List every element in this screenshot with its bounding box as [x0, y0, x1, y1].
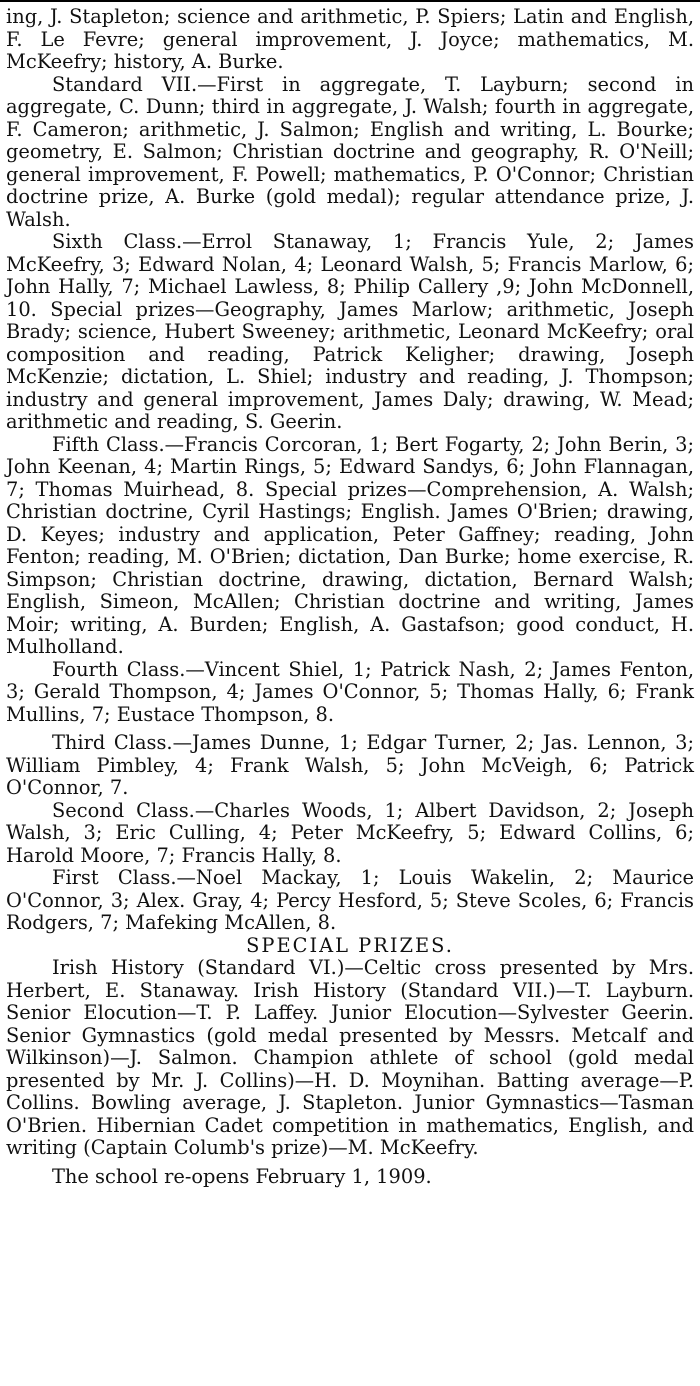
paragraph-fourth-class: Fourth Class.—Vincent Shiel, 1; Patrick Nash, 2; James Fenton, 3; Gerald Thompson, 4; James O'Connor, 5; Thomas Hally, 6; Frank Mullins, 7; Eustace Thompson, 8.	[6, 657, 694, 726]
paragraph-special-prizes: Irish History (Standard VI.)—Celtic cross presented by Mrs. Herbert, E. Stanaway. Irish History (Standard VII.)—T. Layburn. Senior Elocution—T. P. Laffey. Junior Elocution—Sylvester Geerin. Senior Gymnastics (gold medal presented by Messrs. Metcalf and Wilkinson)—J. Salmon. Champion athlete of school (gold medal presented by Mr. J. Collins)—H. D. Moynihan. Batting average—P. Collins. Bowling average, J. Stapleton. Junior Gymnastics—Tasman O'Brien. Hibernian Cadet competition in mathematics, English, and writing (Captain Columb's prize)—M. McKeefry.	[6, 956, 694, 1159]
paragraph-sixth-class: Sixth Class.—Errol Stanaway, 1; Francis Yule, 2; James McKeefry, 3; Edward Nolan, 4; Leonard Walsh, 5; Francis Marlow, 6; John Hally, 7; Michael Lawless, 8; Philip Callery ,9; John McDonnell, 10. Special prizes—Geography, James Marlow; arithmetic, Joseph Brady; science, Hubert Sweeney; arithmetic, Leonard McKeefry; oral composition and reading, Patrick Keligher; drawing, Joseph McKenzie; dictation, L. Shiel; industry and reading, J. Thompson; industry and general improvement, James Daly; drawing, W. Mead; arithmetic and reading, S. Geerin.	[6, 230, 694, 433]
article-column	[6, 6, 694, 1188]
top-rule	[0, 0, 700, 2]
paragraph-second-class: Second Class.—Charles Woods, 1; Albert Davidson, 2; Joseph Walsh, 3; Eric Culling, 4; Peter McKeefry, 5; Edward Collins, 6; Harold Moore, 7; Francis Hally, 8.	[6, 798, 694, 867]
paragraph-first-class: First Class.—Noel Mackay, 1; Louis Wakelin, 2; Maurice O'Connor, 3; Alex. Gray, 4; Percy Hesford, 5; Steve Scoles, 6; Francis Rodgers, 7; Mafeking McAllen, 8.	[6, 866, 694, 934]
paragraph-continuation: ing, J. Stapleton; science and arithmetic, P. Spiers; Latin and English, F. Le Fevre; general improvement, J. Joyce; mathematics, M. McKeefry; history, A. Burke.	[6, 5, 694, 73]
paragraph-standard-vii: Standard VII.—First in aggregate, T. Layburn; second in aggregate, C. Dunn; third in aggregate, J. Walsh; fourth in aggregate, F. Cameron; arithmetic, J. Salmon; English and writing, L. Bourke; geometry, E. Salmon; Christian doctrine and geography, R. O'Neill; general improvement, F. Powell; mathematics, P. O'Connor; Christian doctrine prize, A. Burke (gold medal); regular attendance prize, J. Walsh.	[6, 72, 694, 231]
paragraph-fifth-class: Fifth Class.—Francis Corcoran, 1; Bert Fogarty, 2; John Berin, 3; John Keenan, 4; Martin Rings, 5; Edward Sandys, 6; John Flannagan, 7; Thomas Muirhead, 8. Special prizes—Comprehension, A. Walsh; Christian doctrine, Cyril Hastings; English. James O'Brien; drawing, D. Keyes; industry and application, Peter Gaffney; reading, John Fenton; reading, M. O'Brien; dictation, Dan Burke; home exercise, R. Simpson; Christian doctrine, drawing, dictation, Bernard Walsh; English, Simeon, McAllen; Christian doctrine and writing, James Moir; writing, A. Burden; English, A. Gastafson; good conduct, H. Mulholland.	[6, 432, 694, 658]
paragraph-closing-notice: The school re-opens February 1, 1909.	[52, 1164, 432, 1188]
paragraph-third-class: Third Class.—James Dunne, 1; Edgar Turner, 2; Jas. Lennon, 3; William Pimbley, 4; Frank Walsh, 5; John McVeigh, 6; Patrick O'Connor, 7.	[6, 731, 694, 799]
section-heading-special-prizes: SPECIAL PRIZES.	[246, 933, 454, 957]
